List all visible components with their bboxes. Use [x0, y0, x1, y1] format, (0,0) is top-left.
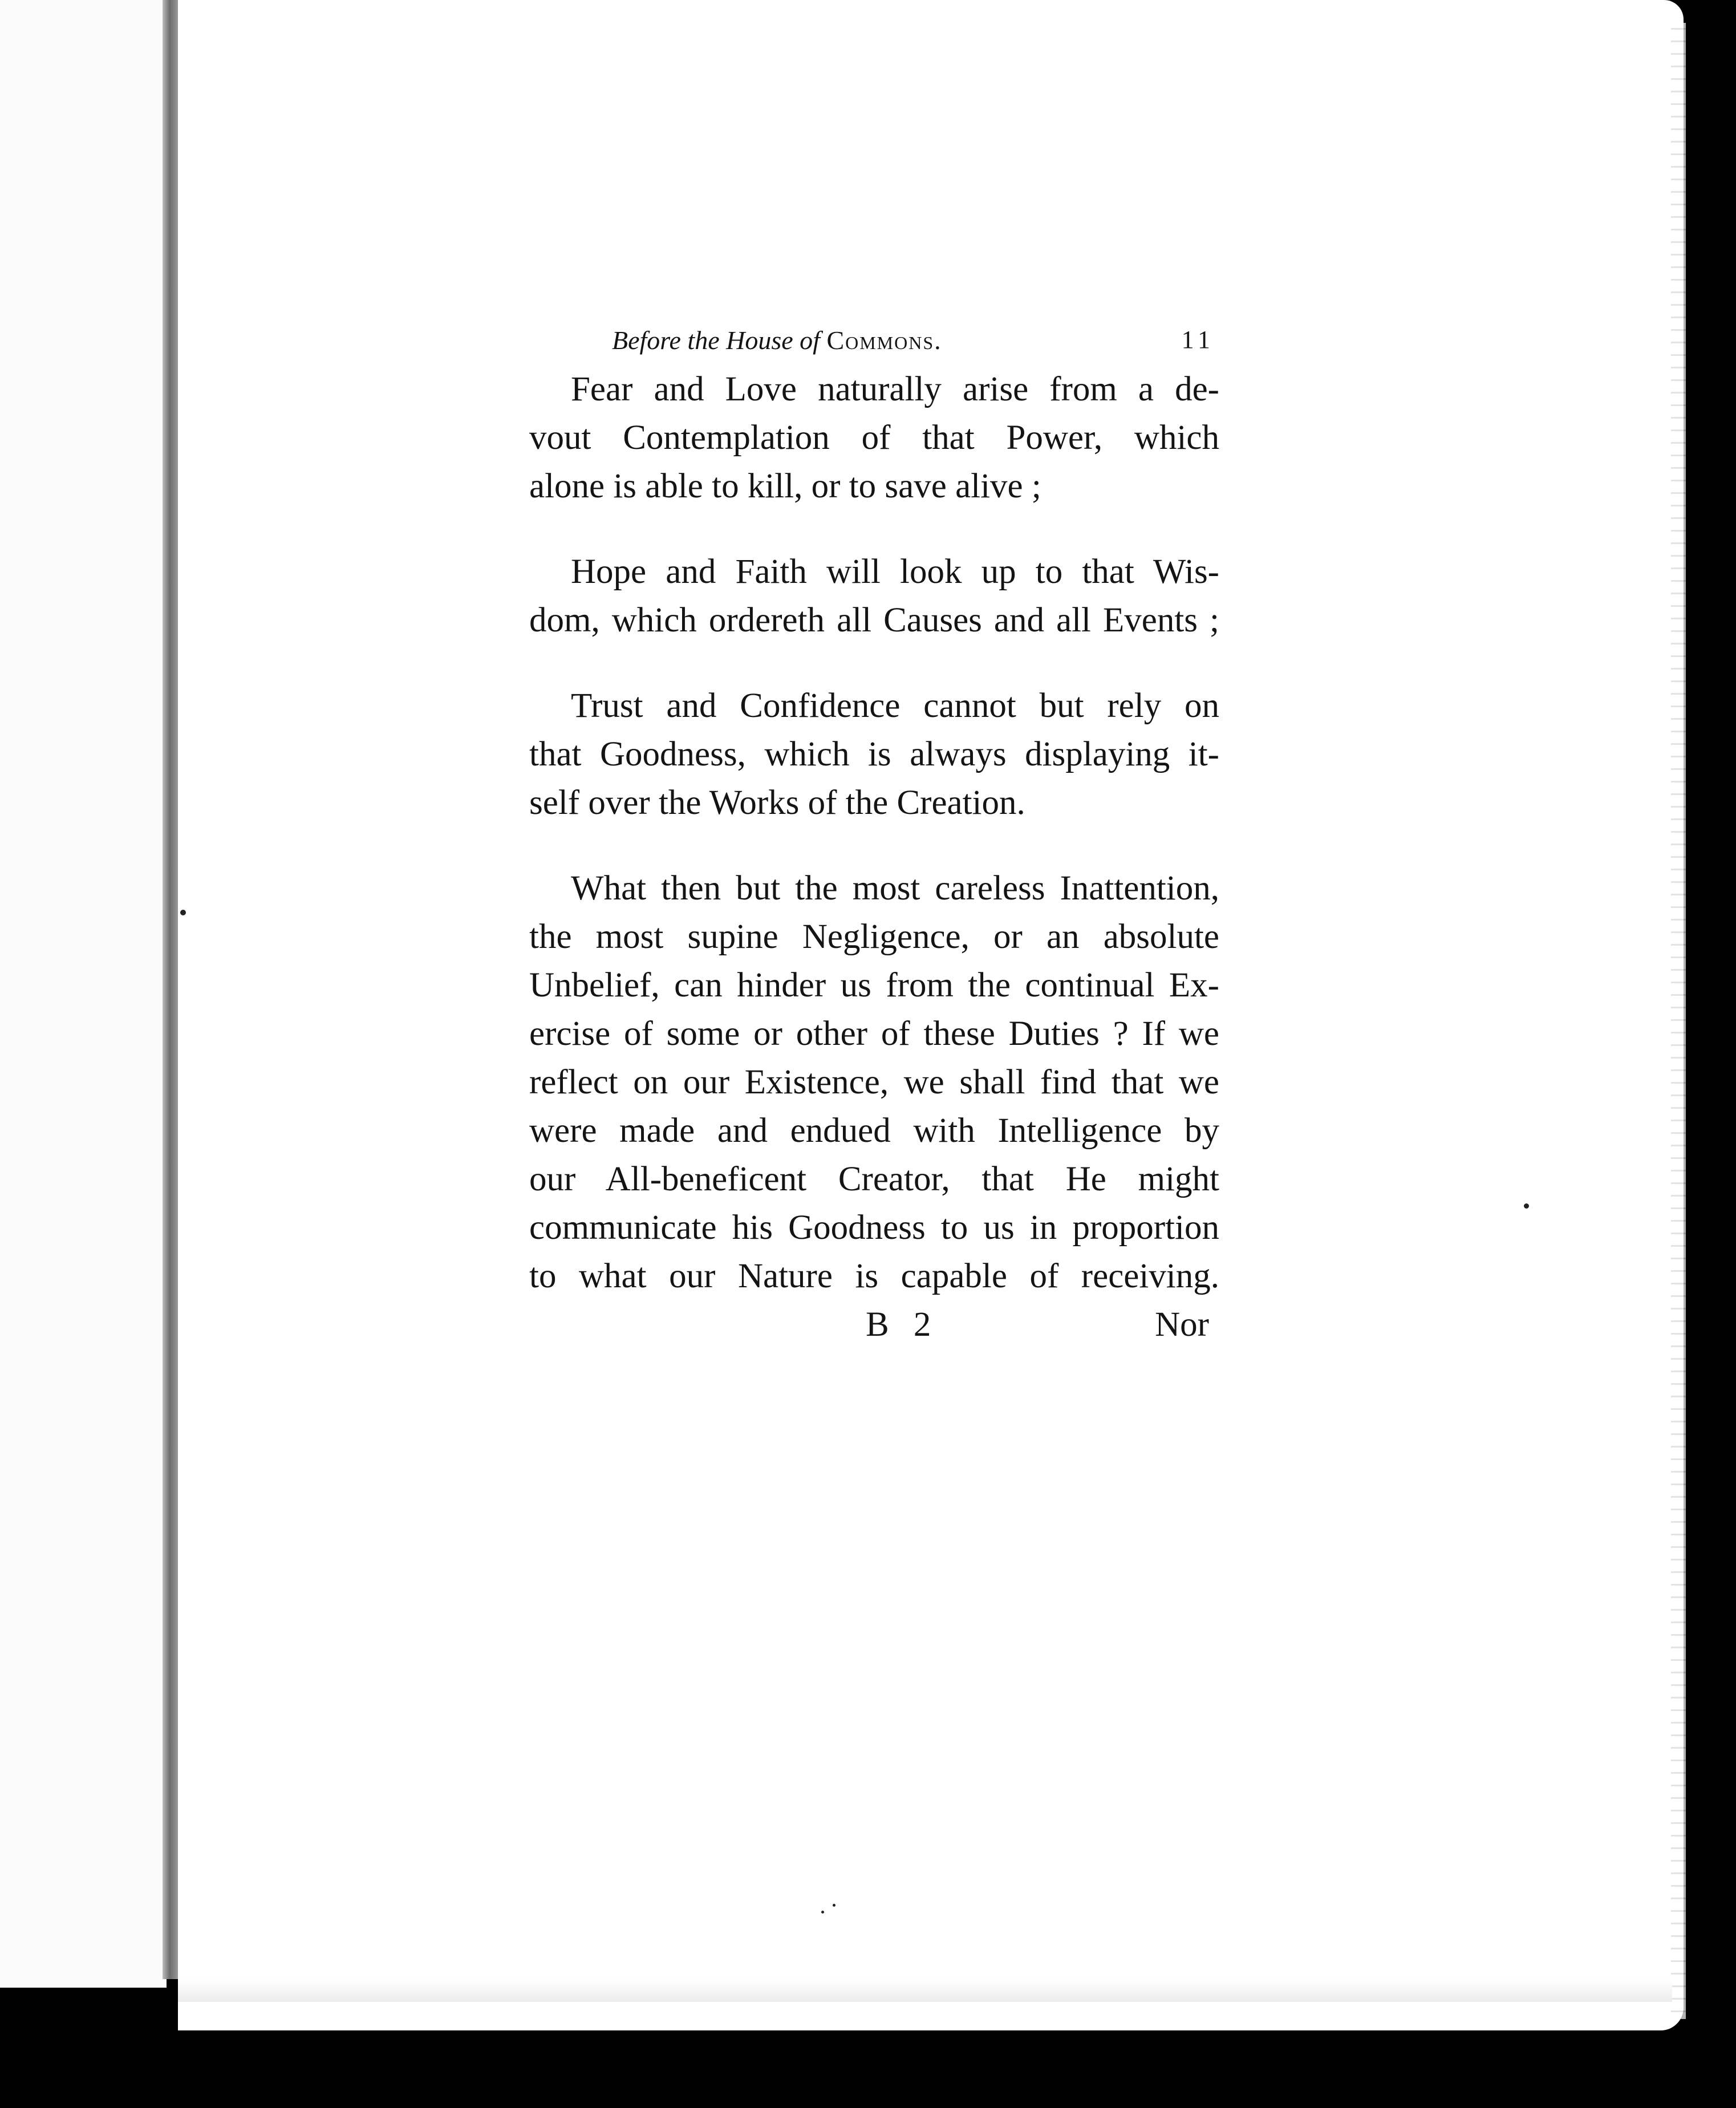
paragraph-2 — [529, 548, 1219, 644]
running-head — [612, 325, 942, 355]
text-line: Hope and Faith will look up to that Wis- — [571, 553, 1219, 591]
book-gutter — [163, 0, 179, 1979]
page-fore-edge — [1671, 23, 1686, 2019]
paragraph-1 — [529, 365, 1219, 510]
text-line: alone is able to kill, or to save alive ; — [529, 467, 1041, 505]
running-head-italic: Before the House of — [612, 326, 820, 355]
ink-speck — [833, 1904, 835, 1907]
running-head-caps: Commons. — [826, 326, 942, 355]
text-line: dom, which ordereth all Causes and all Events ; — [529, 601, 1219, 639]
text-line: ercise of some or other of these Duties ? If we — [529, 1015, 1219, 1053]
paragraph-gap — [529, 644, 1219, 682]
text-line: Trust and Confidence cannot but rely on — [571, 687, 1219, 725]
page-text — [529, 325, 1219, 1349]
text-line: Fear and Love naturally arise from a de- — [571, 370, 1219, 408]
text-line: Unbelief, can hinder us from the continual Ex- — [529, 966, 1219, 1004]
ink-speck — [821, 1911, 824, 1914]
text-line: were made and endued with Intelligence by — [529, 1112, 1219, 1150]
text-line: to what our Nature is capable of receiving. — [529, 1257, 1219, 1295]
text-line: self over the Works of the Creation. — [529, 784, 1025, 822]
ink-speck — [180, 910, 186, 915]
running-header — [529, 325, 1219, 365]
text-line: communicate his Goodness to us in proportion — [529, 1209, 1219, 1247]
text-line: reflect on our Existence, we shall find that we — [529, 1063, 1219, 1101]
paragraph-gap — [529, 510, 1219, 548]
text-line: that Goodness, which is always displaying it- — [529, 735, 1219, 773]
text-line: our All-beneficent Creator, that He might — [529, 1160, 1219, 1198]
catchword: Nor — [1155, 1306, 1209, 1344]
text-line: the most supine Negligence, or an absolute — [529, 918, 1219, 956]
page-bottom-edge — [178, 1979, 1672, 2002]
page-footer — [529, 1300, 1219, 1349]
paragraph-3 — [529, 682, 1219, 827]
signature-mark: B 2 — [866, 1306, 939, 1344]
paragraph-gap — [529, 827, 1219, 864]
text-line: vout Contemplation of that Power, which — [529, 419, 1219, 457]
page-number: 11 — [1181, 326, 1215, 354]
ink-speck — [1524, 1203, 1529, 1209]
text-line: What then but the most careless Inattention, — [571, 869, 1219, 907]
left-page-edge — [0, 0, 167, 1988]
paragraph-4 — [529, 864, 1219, 1300]
